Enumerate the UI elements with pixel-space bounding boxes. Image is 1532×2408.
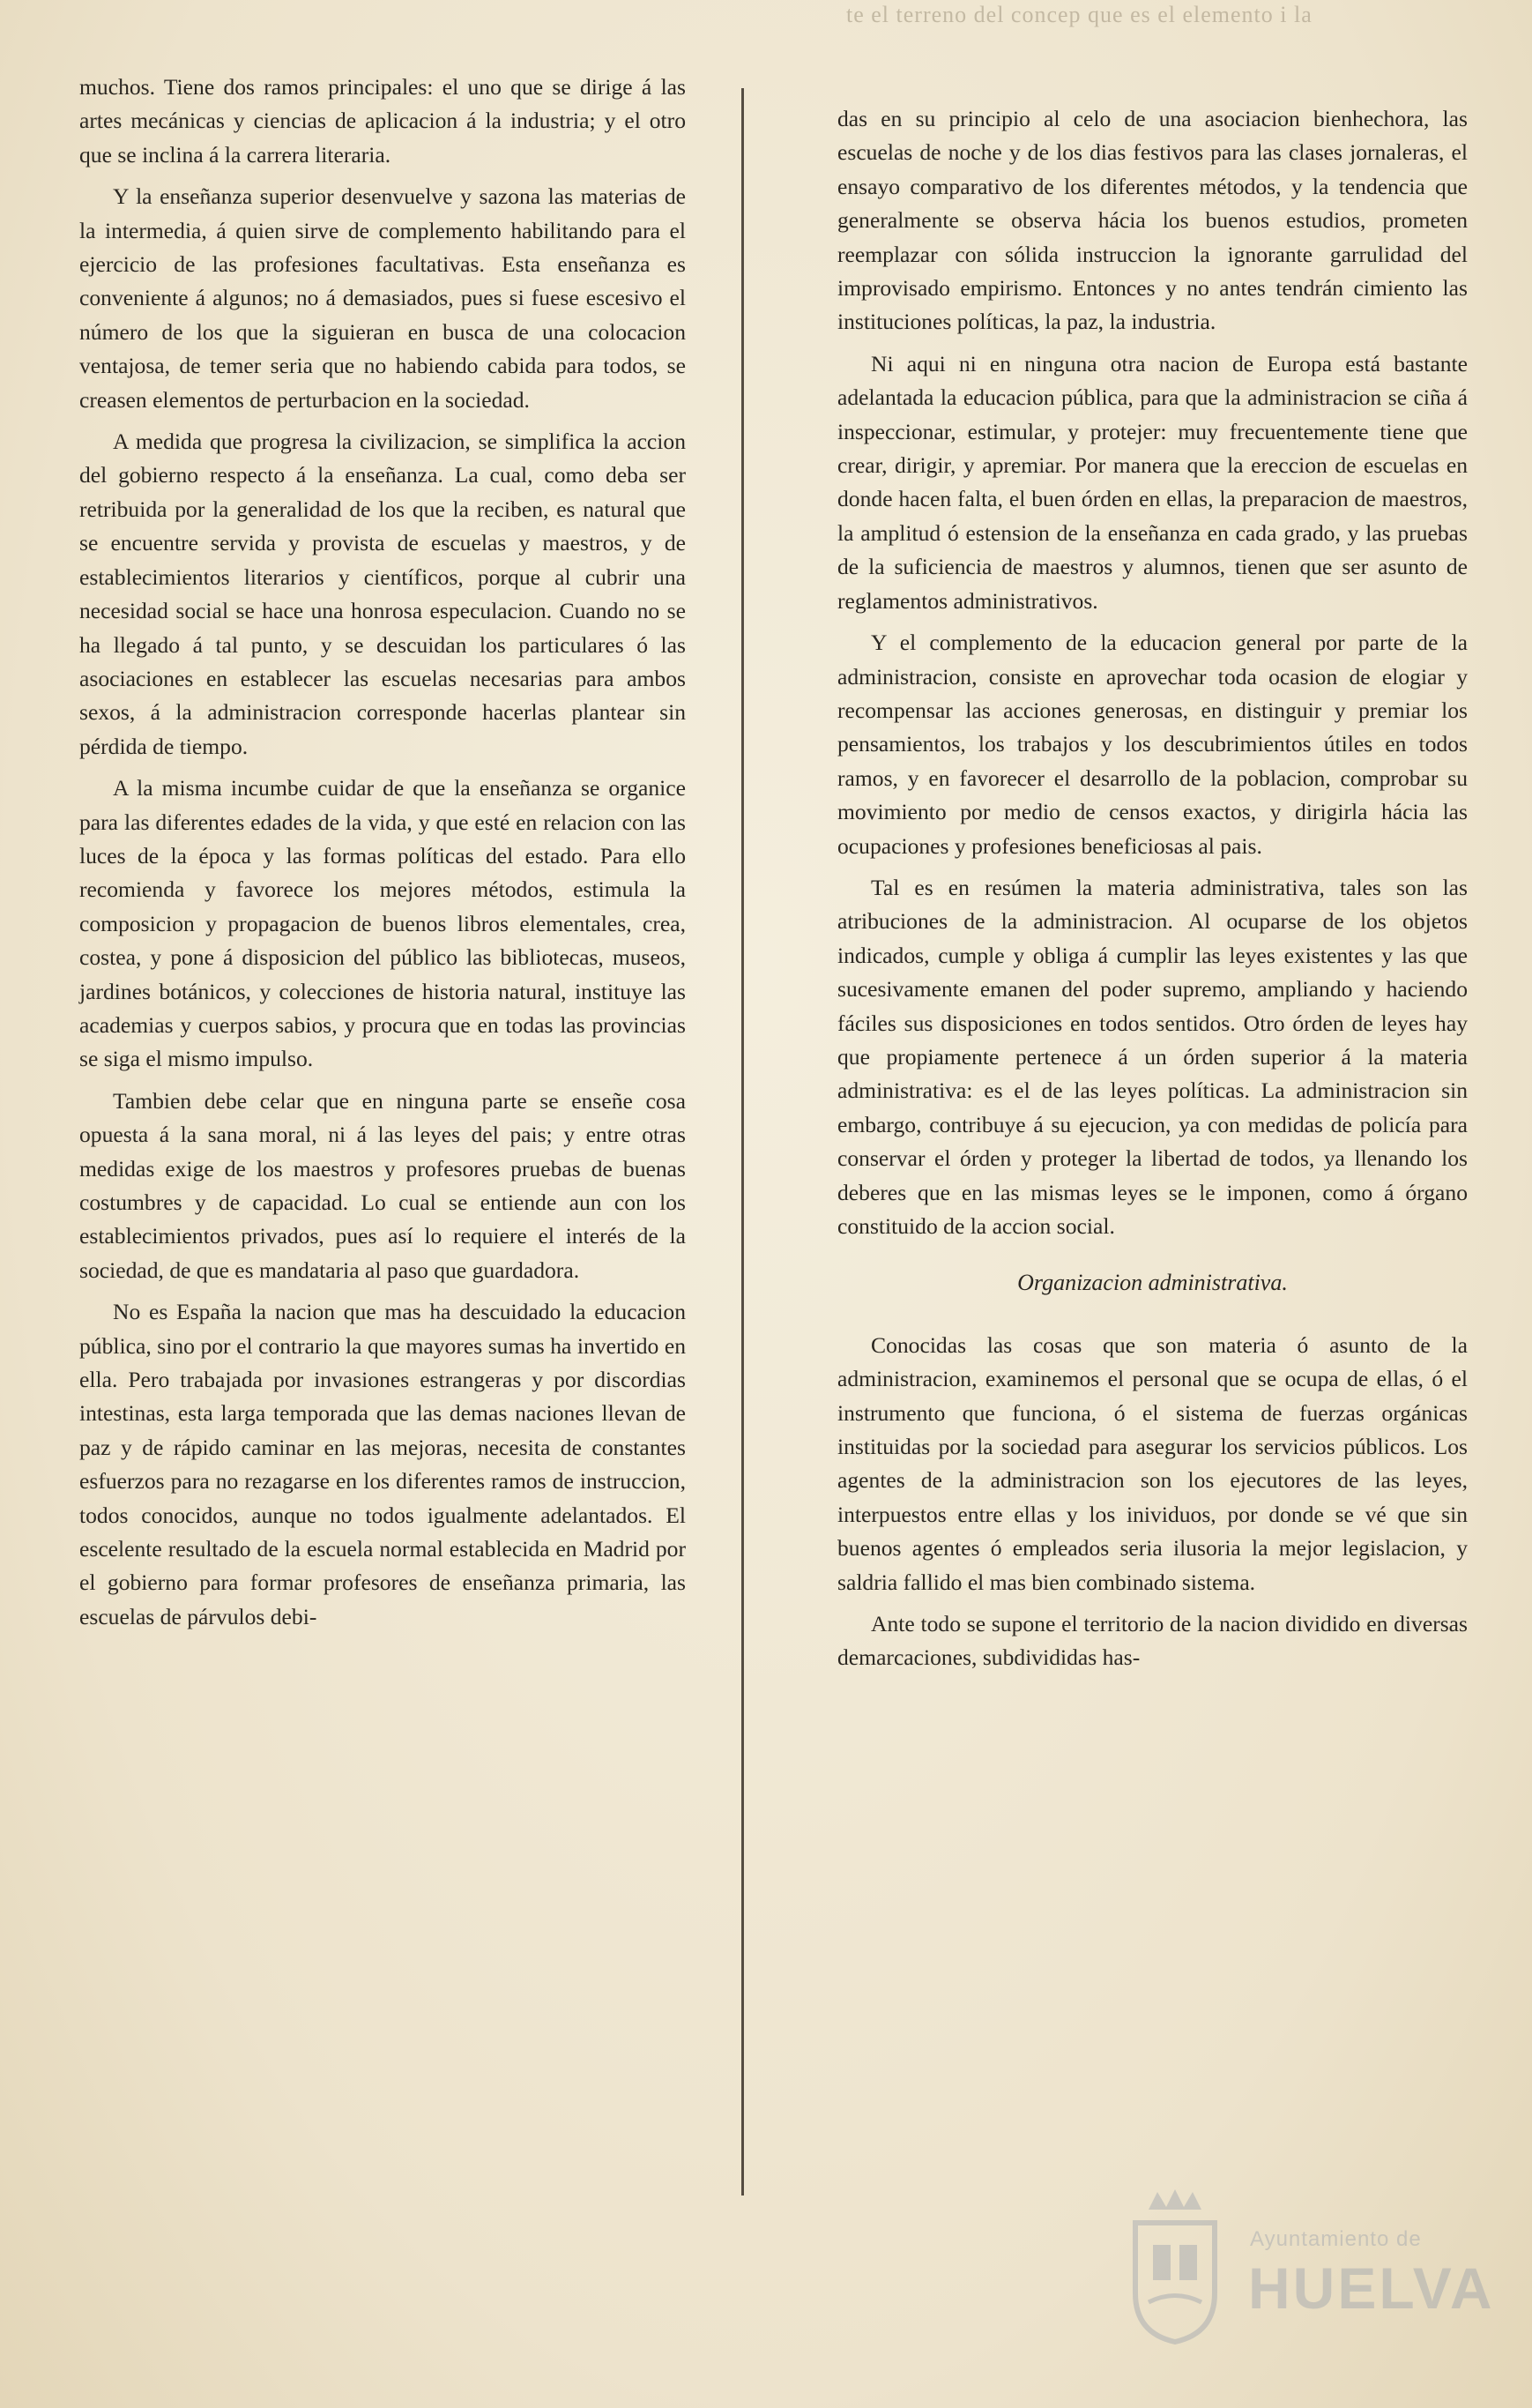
paragraph: Tal es en resúmen la materia administrativa, tales son las atribuciones de la administracion. Al ocuparse de los objetos indicados, cumple y obliga á cumplir las leyes existentes y las que sucesivamente emanen del poder supremo, ampliando y haciendo fáciles sus disposiciones en todos sentidos. Otro órden de leyes hay que propiamente pertenece á un órden superior á la materia administrativa: es el de las leyes políticas. La administracion sin embargo, contribuye á su ejecucion, ya con medidas de policía para conservar el órden y proteger la libertad de todos, ya llenando los deberes que en las mismas leyes se le imponen, como á órgano constituido de la accion social. (837, 874, 1468, 1239)
left-column (79, 71, 686, 1642)
paragraph: No es España la nacion que mas ha descuidado la educacion pública, sino por el contrario la que mayores sumas ha invertido en ella. Pero trabajada por invasiones estrangeras y por discordias intestinas, esta larga temporada que las demas naciones llevan de paz y de rápido caminar en las mejoras, necesita de constantes esfuerzos para no rezagarse en los diferentes ramos de instruccion, todos conocidos, aunque no todos igualmente adelantados. El escelente resultado de la escuela normal establecida en Madrid por el gobierno para formar profesores de enseñanza primaria, las escuelas de párvulos debi- (79, 1299, 686, 1629)
paragraph: A medida que progresa la civilizacion, se simplifica la accion del gobierno respecto á la enseñanza. La cual, como deba ser retribuida por la generalidad de los que la reciben, es natural que se encuentre servida y provista de escuelas y maestros, y de establecimientos literarios y científicos, porque al cubrir una necesidad social se hace una honrosa especulacion. Cuando no se ha llegado á tal punto, y se descuidan los particulares ó las asociaciones en establecer las escuelas necesarias para ambos sexos, á la administracion corresponde hacerlas plantear sin pérdida de tiempo. (79, 429, 686, 759)
watermark-line-1: Ayuntamiento de (1250, 2227, 1422, 2251)
paragraph: muchos. Tiene dos ramos principales: el uno que se dirige á las artes mecánicas y ciencias de aplicacion á la industria; y el otro que se inclina á la carrera literaria. (79, 74, 686, 168)
paragraph: Ni aqui ni en ninguna otra nacion de Europa está bastante adelantada la educacion pública, para que la administracion se ciña á inspeccionar, estimular, y protejer: muy frecuentemente tiene que crear, dirigir, y apremiar. Por manera que la ereccion de escuelas en donde hacen falta, el buen órden en ellas, la preparacion de maestros, la amplitud ó estension de la enseñanza en cada grado, y las pruebas de la suficiencia de maestros y alumnos, tienen que ser asunto de reglamentos administrativos. (837, 350, 1468, 614)
coat-of-arms-icon (1118, 2188, 1232, 2346)
bleed-through-text: te el terreno del concep que es el elemento i la (846, 2, 1313, 27)
column-divider (741, 88, 744, 2196)
paragraph: das en su principio al celo de una asociacion bienhechora, las escuelas de noche y de los dias festivos para las clases jornaleras, el ensayo comparativo de los diferentes métodos, y la tendencia que generalmente se observa hácia los buenos estudios, prometen reemplazar con sólida instruccion la ignorante garrulidad del improvisado empirismo. Entonces y no antes tendrán cimiento las instituciones políticas, la paz, la industria. (837, 106, 1468, 335)
paragraph: Conocidas las cosas que son materia ó asunto de la administracion, examinemos el personal que se ocupa de ellas, ó el instrumento que funciona, ó el sistema de fuerzas orgánicas instituidas por la sociedad para asegurar los servicios públicos. Los agentes de la administracion son los ejecutores de las leyes, interpuestos entre ellas y los inividuos, por donde se vé que sin buenos agentes ó empleados seria ilusoria la mejor legislacion, y saldria fallido el mas bien combinado sistema. (837, 1331, 1468, 1595)
paragraph: Y el complemento de la educacion general por parte de la administracion, consiste en aprovechar toda ocasion de elogiar y recompensar las acciones generosas, en distinguir y premiar los pensamientos, los trabajos y los descubrimientos útiles en todos ramos, y en favorecer el desarrollo de la poblacion, comprobar su movimiento por medio de censos exactos, y dirigirla hácia las ocupaciones y profesiones beneficiosas al pais. (837, 630, 1468, 859)
section-heading: Organizacion administrativa. (1017, 1270, 1288, 1296)
paragraph: Y la enseñanza superior desenvuelve y sazona las materias de la intermedia, á quien sirve de complemento habilitando para el ejercicio de las profesiones facultativas. Esta enseñanza es conveniente á algunos; no á demasiados, pues si fuese escesivo el número de los que la siguieran en busca de una colocacion ventajosa, de temer seria que no habiendo cabida para todos, se creasen elementos de perturbacion en la sociedad. (79, 183, 686, 413)
paragraph: Tambien debe celar que en ninguna parte se enseñe cosa opuesta á la sana moral, ni á las leyes del pais; y entre otras medidas exige de los maestros y profesores pruebas de buenas costumbres y de capacidad. Lo cual se entiende aun con los establecimientos privados, pues así lo requiere el interés de la sociedad, de que es mandataria al paso que guardadora. (79, 1087, 686, 1283)
paragraph: Ante todo se supone el territorio de la nacion dividido en diversas demarcaciones, subdivididas has- (837, 1611, 1468, 1671)
watermark-line-2: HUELVA (1248, 2255, 1495, 2321)
paragraph: A la misma incumbe cuidar de que la enseñanza se organice para las diferentes edades de la vida, y que esté en relacion con las luces de la época y las formas políticas del estado. Para ello recomienda y favorece los mejores métodos, estimula la composicion y propagacion de buenos libros elementales, crea, costea, y pone á disposicion del público las bibliotecas, museos, jardines botánicos, y colecciones de historia natural, instituye las academias y cuerpos sabios, y procura que en todas las provincias se siga el mismo impulso. (79, 775, 686, 1072)
right-column (837, 102, 1468, 1683)
huelva-watermark (1118, 2179, 1495, 2355)
